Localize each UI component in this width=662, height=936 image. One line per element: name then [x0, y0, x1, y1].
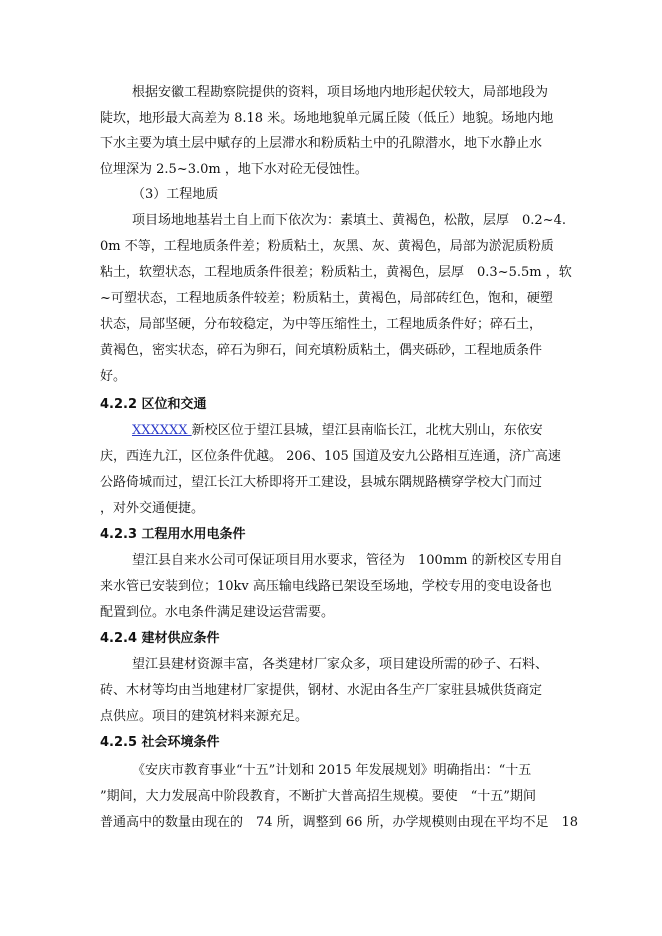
- para-line: ”期间，大力发展高中阶段教育，不断扩大普高招生规模。要使 “十五”期间: [100, 789, 536, 804]
- school-name-link[interactable]: XXXXXX: [132, 423, 192, 438]
- para-line: 状态，局部坚硬，分布较稳定，为中等压缩性土，工程地质条件好；碎石土，: [100, 317, 543, 332]
- para-line: 砖、木材等均由当地建材厂家提供，钢材、水泥由各生产厂家驻县城供货商定: [100, 683, 543, 698]
- para-line: 陡坎，地形最大高差为 8.18 米。场地地貌单元属丘陵（低丘）地貌。场地内地: [100, 111, 554, 126]
- para-line: 点供应。项目的建筑材料来源充足。: [100, 709, 309, 724]
- para-line: 黄褐色，密实状态，碎石为卵石，间充填粉质粘土，偶夹砾砂，工程地质条件: [100, 343, 543, 358]
- section-heading-4-2-4: 4.2.4 建材供应条件: [100, 631, 220, 646]
- para-line: ~可塑状态，工程地质条件较差；粉质粘土，黄褐色，局部砖红色，饱和，硬塑: [100, 291, 553, 306]
- para-line: 普通高中的数量由现在的 74 所，调整到 66 所，办学规模则由现在平均不足 18: [100, 815, 579, 830]
- para-line: ，对外交通便捷。: [100, 501, 205, 516]
- section-heading-4-2-5: 4.2.5 社会环境条件: [100, 735, 220, 750]
- section-heading-4-2-2: 4.2.2 区位和交通: [100, 397, 207, 412]
- para-line: 根据安徽工程勘察院提供的资料，项目场地内地形起伏较大，局部地段为: [132, 85, 549, 100]
- para-line: 粘土，软塑状态，工程地质条件很差；粉质粘土，黄褐色，层厚 0.3~5.5m ，软: [100, 265, 572, 280]
- para-line: 庆，西连九江，区位条件优越。 206、105 国道及安九公路相互连通，济广高速: [100, 449, 561, 464]
- para-line: 公路倚城而过，望江长江大桥即将开工建设，县城东隅规路横穿学校大门而过: [100, 475, 543, 490]
- section-heading-4-2-3: 4.2.3 工程用水用电条件: [100, 527, 246, 542]
- para-line: 《安庆市教育事业“十五”计划和 2015 年发展规划》明确指出：“十五: [132, 763, 532, 778]
- para-line: 配置到位。水电条件满足建设运营需要。: [100, 605, 335, 620]
- para-line: 来水管已安装到位；10kv 高压输电线路已架设至场地，学校专用的变电设备也: [100, 579, 552, 594]
- para-line: 好。: [100, 369, 127, 384]
- para-line: 项目场地地基岩土自上而下依次为：素填土、黄褐色，松散，层厚 0.2~4.: [132, 213, 566, 228]
- subsection-heading: （3）工程地质: [132, 187, 219, 202]
- para-line: 望江县自来水公司可保证项目用水要求，管径为 100mm 的新校区专用自: [132, 553, 563, 568]
- para-line-rest: 新校区位于望江县城，望江县南临长江，北枕大别山，东依安: [191, 423, 543, 438]
- para-line: 望江县建材资源丰富，各类建材厂家众多，项目建设所需的砂子、石料、: [132, 657, 549, 672]
- para-line: 位埋深为 2.5~3.0m ，地下水对砼无侵蚀性。: [100, 162, 368, 177]
- para-line: 下水主要为填土层中赋存的上层滞水和粉质粘土中的孔隙潜水，地下水静止水: [100, 136, 543, 151]
- para-line: [132, 422, 543, 440]
- para-line: 0m 不等，工程地质条件差；粉质粘土，灰黑、灰、黄褐色，局部为淤泥质粉质: [100, 239, 554, 254]
